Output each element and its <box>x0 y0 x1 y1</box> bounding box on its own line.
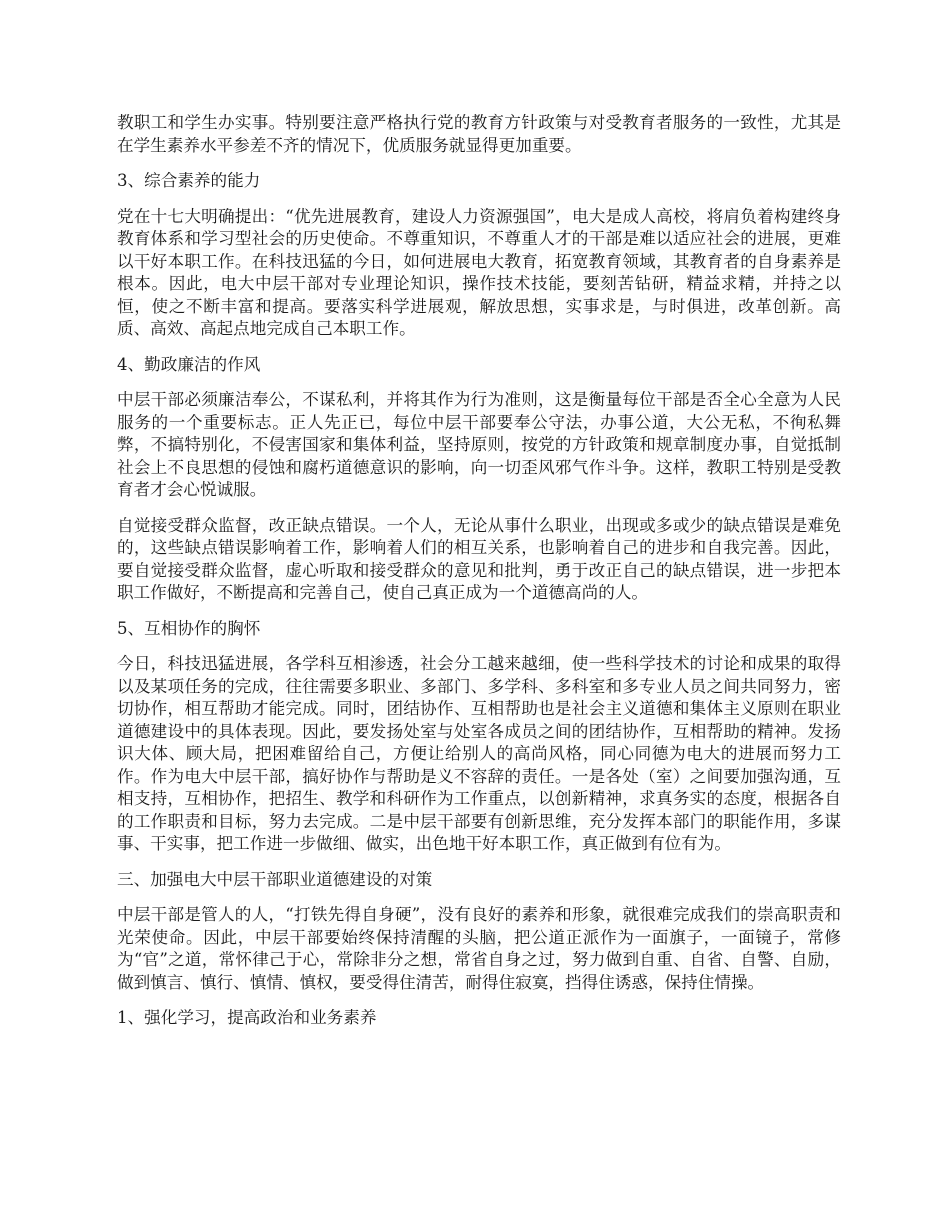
section-heading: 三、加强电大中层干部职业道德建设的对策 <box>117 869 433 889</box>
paragraph: 今日，科技迅猛进展，各学科互相渗透，社会分工越来越细，使一些科学技术的讨论和成果的取得以及某项任务的完成，往往需要多职业、多部门、多学科、多科室和多专业人员之间共同努力，密切协作，相互帮助才能完成。同时，团结协作、互相帮助也是社会主义道德和集体主义原则在职业道德建设中的具体表现。因此，要发扬处室与处室各成员之间的团结协作，互相帮助的精神。发扬识大体、顾大局，把困难留给自己，方便让给别人的高尚风格，同心同德为电大的进展而努力工作。作为电大中层干部，搞好协作与帮助是义不容辞的责任。一是各处（室）之间要加强沟通，互相支持，互相协作，把招生、教学和科研作为工作重点，以创新精神，求真务实的态度，根据各自的工作职责和目标，努力去完成。二是中层干部要有创新思维，充分发挥本部门的职能作用，多谋事、干实事，把工作进一步做细、做实，出色地干好本职工作，真正做到有位有为。 <box>117 654 841 853</box>
section-heading: 5、互相协作的胸怀 <box>117 618 261 638</box>
paragraph: 中层干部必须廉洁奉公，不谋私利，并将其作为行为准则，这是衡量每位干部是否全心全意为人民服务的一个重要标志。正人先正已，每位中层干部要奉公守法，办事公道，大公无私，不徇私舞弊，不搞特别化，不侵害国家和集体利益，坚持原则，按党的方针政策和规章制度办事，自觉抵制社会上不良思想的侵蚀和腐朽道德意识的影响，向一切歪风邪气作斗争。这样，教职工特别是受教育者才会心悦诚服。 <box>117 390 841 499</box>
paragraph: 教职工和学生办实事。特别要注意严格执行党的教育方针政策与对受教育者服务的一致性，尤其是在学生素养水平参差不齐的情况下，优质服务就显得更加重要。 <box>117 113 841 155</box>
document-page <box>117 112 841 1043</box>
paragraph: 党在十七大明确提出：“优先进展教育，建设人力资源强国”，电大是成人高校，将肩负着构建终身教育体系和学习型社会的历史使命。不尊重知识，不尊重人才的干部是难以适应社会的进展，更难以干好本职工作。在科技迅猛的今日，如何进展电大教育，拓宽教育领域，其教育者的自身素养是根本。因此，电大中层干部对专业理论知识，操作技术技能，要刻苦钻研，精益求精，并持之以恒，使之不断丰富和提高。要落实科学进展观，解放思想，实事求是，与时俱进，改革创新。高质、高效、高起点地完成自己本职工作。 <box>117 206 841 338</box>
section-heading: 3、综合素养的能力 <box>117 171 261 190</box>
paragraph: 中层干部是管人的人，“打铁先得自身硬”，没有良好的素养和形象，就很难完成我们的崇高职责和光荣使命。因此，中层干部要始终保持清醒的头脑，把公道正派作为一面旗子，一面镜子，常修为“官”之道，常怀律己于心，常除非分之想，常省自身之过，努力做到自重、自省、自警、自励，做到慎言、慎行、慎情、慎权，要受得住清苦，耐得住寂寞，挡得住诱惑，保持住情操。 <box>117 905 841 992</box>
section-heading: 1、强化学习，提高政治和业务素养 <box>117 1008 377 1027</box>
section-heading: 4、勤政廉洁的作风 <box>117 354 261 374</box>
paragraph: 自觉接受群众监督，改正缺点错误。一个人，无论从事什么职业，出现或多或少的缺点错误是难免的，这些缺点错误影响着工作，影响着人们的相互关系，也影响着自己的进步和自我完善。因此，要自觉接受群众监督，虚心听取和接受群众的意见和批判，勇于改正自己的缺点错误，进一步把本职工作做好，不断提高和完善自己，使自己真正成为一个道德高尚的人。 <box>117 515 841 602</box>
